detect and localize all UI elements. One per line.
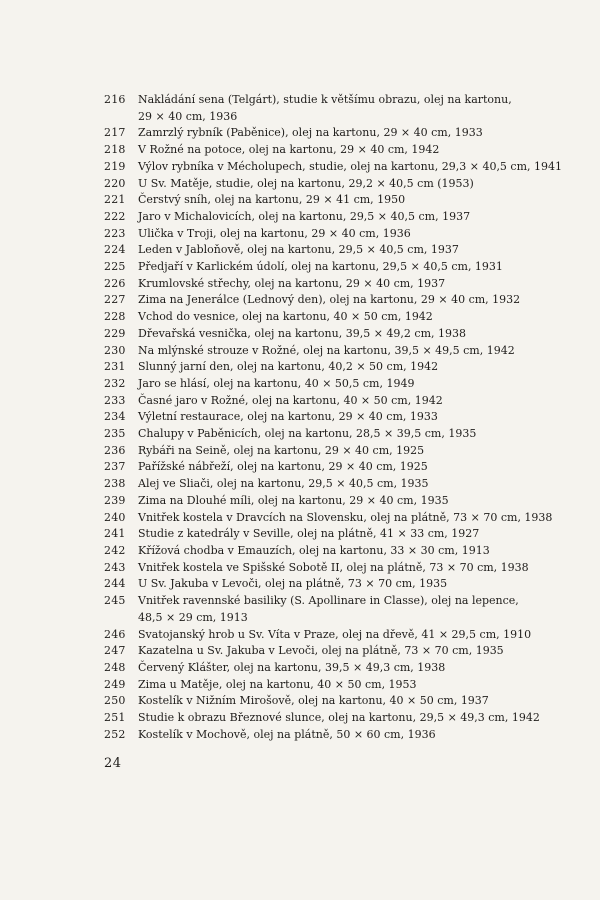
catalog-entry	[104, 677, 564, 694]
entry-text: Čerstvý sníh, olej na kartonu, 29 × 41 cm, 1950	[138, 193, 406, 207]
catalog-entry	[104, 459, 564, 476]
entry-text: Jaro se hlásí, olej na kartonu, 40 × 50,5 cm, 1949	[138, 376, 415, 390]
entry-text: U Sv. Matěje, studie, olej na kartonu, 29,2 × 40,5 cm (1953)	[138, 176, 474, 190]
catalog-entry	[104, 226, 564, 243]
entry-number: 252	[104, 727, 126, 741]
page-number: 24	[104, 756, 122, 771]
entry-number: 232	[104, 376, 126, 390]
entry-number: 226	[104, 276, 126, 290]
entry-number: 251	[104, 711, 126, 725]
catalog-entry	[104, 627, 564, 644]
catalog-entry	[104, 643, 564, 660]
entry-text: Křížová chodba v Emauzích, olej na kartonu, 33 × 30 cm, 1913	[138, 543, 490, 557]
entry-number: 223	[104, 226, 126, 240]
catalog-entry	[104, 543, 564, 560]
catalog-entry	[104, 359, 564, 376]
catalog-entry	[104, 276, 564, 293]
entry-text: Svatojanský hrob u Sv. Víta v Praze, olej na dřevě, 41 × 29,5 cm, 1910	[138, 627, 532, 641]
entry-number: 221	[104, 193, 126, 207]
entry-number: 238	[104, 477, 126, 491]
catalog-entry	[104, 409, 564, 426]
catalog-entry	[104, 660, 564, 677]
catalog-entry	[104, 510, 564, 527]
entry-number: 250	[104, 694, 126, 708]
catalog-entry	[104, 92, 564, 125]
catalog-entry	[104, 493, 564, 510]
catalog-entry	[104, 159, 564, 176]
entry-text: Červený Klášter, olej na kartonu, 39,5 × 49,3 cm, 1938	[138, 660, 446, 674]
entry-number: 247	[104, 644, 126, 658]
entry-number: 240	[104, 510, 126, 524]
entry-number: 222	[104, 209, 126, 223]
entry-text: Studie z katedrály v Seville, olej na plátně, 41 × 33 cm, 1927	[138, 527, 480, 541]
entry-text: Zima na Jenerálce (Lednový den), olej na kartonu, 29 × 40 cm, 1932	[138, 293, 521, 307]
entry-text: Jaro v Michalovicích, olej na kartonu, 29,5 × 40,5 cm, 1937	[138, 209, 471, 223]
catalog-entry	[104, 192, 564, 209]
entry-text: Zima na Dlouhé míli, olej na kartonu, 29 × 40 cm, 1935	[138, 493, 449, 507]
entry-number: 236	[104, 443, 126, 457]
entry-text: Rybáři na Seině, olej na kartonu, 29 × 40 cm, 1925	[138, 443, 425, 457]
catalog-entry	[104, 593, 564, 626]
catalog-entry	[104, 710, 564, 727]
catalog-entry	[104, 393, 564, 410]
catalog-entry	[104, 343, 564, 360]
entry-number: 225	[104, 260, 126, 274]
entry-text: Krumlovské střechy, olej na kartonu, 29 × 40 cm, 1937	[138, 276, 446, 290]
catalog-entry	[104, 376, 564, 393]
entry-number: 244	[104, 577, 126, 591]
entry-text: Studie k obrazu Březnové slunce, olej na kartonu, 29,5 × 49,3 cm, 1942	[138, 711, 540, 725]
entry-text: Předjaří v Karlickém údolí, olej na kartonu, 29,5 × 40,5 cm, 1931	[138, 260, 503, 274]
entry-number: 228	[104, 310, 126, 324]
entry-text: Kazatelna u Sv. Jakuba v Levoči, olej na plátně, 73 × 70 cm, 1935	[138, 644, 504, 658]
catalog-entry	[104, 326, 564, 343]
entry-text: U Sv. Jakuba v Levoči, olej na plátně, 73 × 70 cm, 1935	[138, 577, 448, 591]
entry-text: V Rožné na potoce, olej na kartonu, 29 × 40 cm, 1942	[138, 143, 440, 157]
entry-text: Dřevařská vesnička, olej na kartonu, 39,5 × 49,2 cm, 1938	[138, 326, 466, 340]
entry-text: Zamrzlý rybník (Paběnice), olej na kartonu, 29 × 40 cm, 1933	[138, 126, 483, 140]
entry-text: Kostelík v Mochově, olej na plátně, 50 × 60 cm, 1936	[138, 727, 436, 741]
catalog-entry	[104, 242, 564, 259]
entry-text: Slunný jarní den, olej na kartonu, 40,2 × 50 cm, 1942	[138, 360, 439, 374]
entry-text: Vnitřek kostela ve Spišské Sobotě II, olej na plátně, 73 × 70 cm, 1938	[138, 560, 529, 574]
entry-text: Leden v Jabloňově, olej na kartonu, 29,5 × 40,5 cm, 1937	[138, 243, 459, 257]
entry-number: 233	[104, 393, 126, 407]
entry-text: Výlov rybníka v Mécholupech, studie, olej na kartonu, 29,3 × 40,5 cm, 1941	[138, 159, 563, 173]
entry-text: Na mlýnské strouze v Rožné, olej na kartonu, 39,5 × 49,5 cm, 1942	[138, 343, 515, 357]
catalog-entry	[104, 309, 564, 326]
catalog-entry	[104, 727, 564, 744]
catalog-entry	[104, 426, 564, 443]
entry-number: 217	[104, 126, 126, 140]
catalog-entry	[104, 526, 564, 543]
catalog-entry	[104, 292, 564, 309]
catalog-list	[104, 92, 564, 743]
catalog-entry	[104, 443, 564, 460]
entry-text: Zima u Matěje, olej na kartonu, 40 × 50 cm, 1953	[138, 677, 417, 691]
entry-text: Vnitřek kostela v Dravcích na Slovensku, olej na plátně, 73 × 70 cm, 1938	[138, 510, 553, 524]
entry-number: 245	[104, 594, 126, 608]
entry-number: 242	[104, 543, 126, 557]
catalog-entry	[104, 576, 564, 593]
catalog-entry	[104, 560, 564, 577]
entry-number: 249	[104, 677, 126, 691]
entry-number: 220	[104, 176, 126, 190]
entry-number: 230	[104, 343, 126, 357]
entry-number: 231	[104, 360, 126, 374]
catalog-entry	[104, 476, 564, 493]
entry-number: 227	[104, 293, 126, 307]
entry-number: 246	[104, 627, 126, 641]
entry-text: Alej ve Sliači, olej na kartonu, 29,5 × 40,5 cm, 1935	[138, 477, 429, 491]
entry-text: Vnitřek ravennské basiliky (S. Apollinare in Classe), olej na lepence, 48,5 × 29 cm, 1913	[138, 594, 519, 624]
entry-text: Časné jaro v Rožné, olej na kartonu, 40 × 50 cm, 1942	[138, 393, 443, 407]
entry-number: 229	[104, 326, 126, 340]
catalog-entry	[104, 209, 564, 226]
entry-text: Pařížské nábřeží, olej na kartonu, 29 × 40 cm, 1925	[138, 460, 428, 474]
entry-number: 239	[104, 493, 126, 507]
entry-number: 224	[104, 243, 126, 257]
entry-text: Kostelík v Nižním Mirošově, olej na kartonu, 40 × 50 cm, 1937	[138, 694, 489, 708]
entry-number: 237	[104, 460, 126, 474]
catalog-entry	[104, 142, 564, 159]
entry-number: 218	[104, 143, 126, 157]
entry-number: 216	[104, 93, 126, 106]
entry-text: Chalupy v Paběnicích, olej na kartonu, 28,5 × 39,5 cm, 1935	[138, 427, 477, 441]
entry-number: 241	[104, 527, 126, 541]
entry-number: 235	[104, 427, 126, 441]
entry-text: Nakládání sena (Telgárt), studie k většímu obrazu, olej na kartonu, 29 × 40 cm, 1936	[138, 93, 512, 123]
catalog-entry	[104, 259, 564, 276]
entry-text: Ulička v Troji, olej na kartonu, 29 × 40 cm, 1936	[138, 226, 411, 240]
catalog-entry	[104, 125, 564, 142]
catalog-entry	[104, 693, 564, 710]
entry-number: 219	[104, 159, 126, 173]
entry-number: 243	[104, 560, 126, 574]
entry-number: 234	[104, 410, 126, 424]
entry-text: Výletní restaurace, olej na kartonu, 29 × 40 cm, 1933	[138, 410, 438, 424]
entry-number: 248	[104, 660, 126, 674]
entry-text: Vchod do vesnice, olej na kartonu, 40 × 50 cm, 1942	[138, 310, 433, 324]
catalog-entry	[104, 176, 564, 193]
